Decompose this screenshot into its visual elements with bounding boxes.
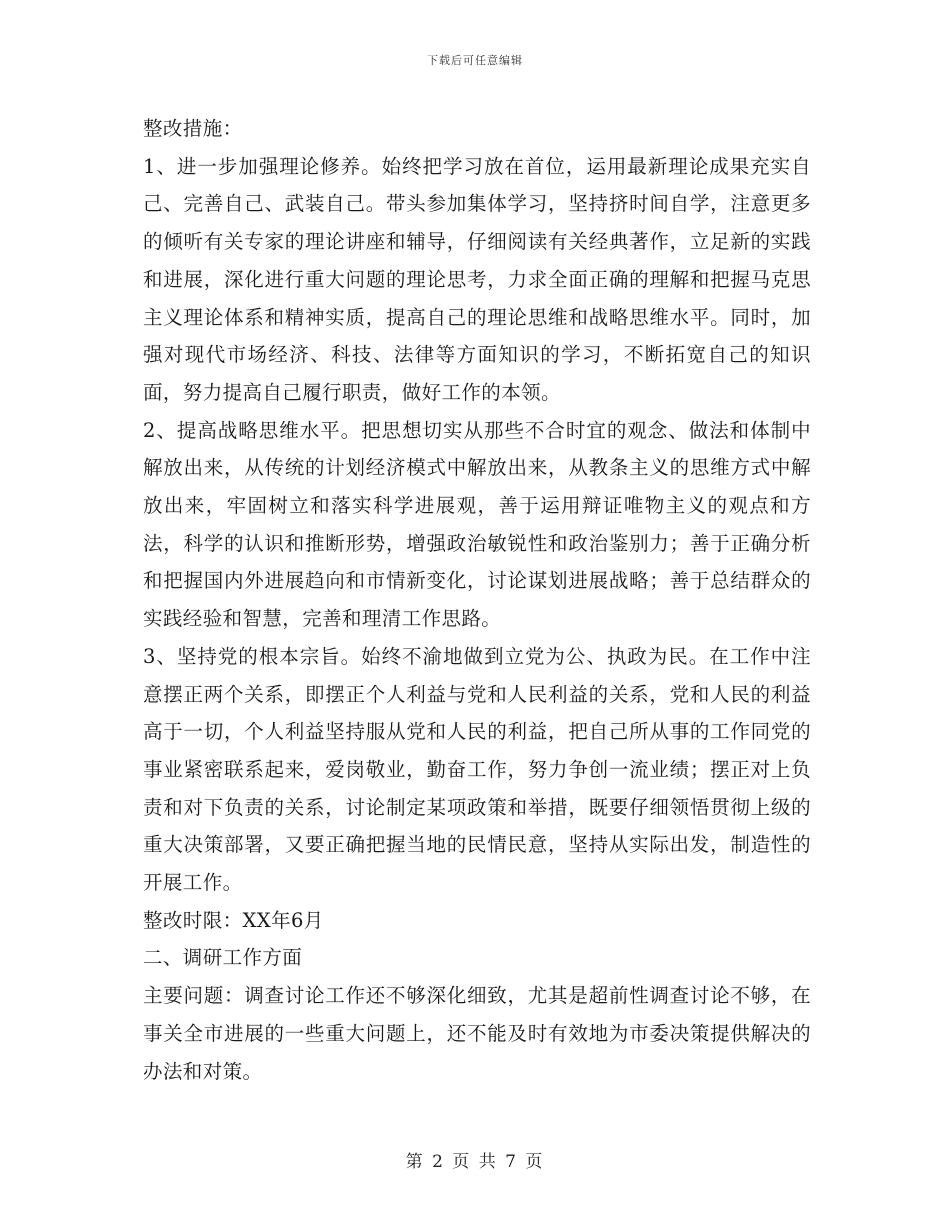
measure-paragraph-1: 1、进一步加强理论修养。始终把学习放在首位，运用最新理论成果充实自己、完善自己、武装自己。带头参加集体学习，坚持挤时间自学，注意更多的倾听有关专家的理论讲座和辅导，仔细阅读有关经典著作，立足新的实践和进展，深化进行重大问题的理论思考，力求全面正确的理解和把握马克思主义理论体系和精神实质，提高自己的理论思维和战略思维水平。同时，加强对现代市场经济、科技、法律等方面知识的学习，不断拓宽自己的知识面，努力提高自己履行职责，做好工作的本领。 <box>143 154 811 404</box>
page-header: 下载后可任意编辑 <box>427 54 523 67</box>
measure-paragraph-3: 3、坚持党的根本宗旨。始终不渝地做到立党为公、执政为民。在工作中注意摆正两个关系，即摆正个人利益与党和人民利益的关系，党和人民的利益高于一切，个人利益坚持服从党和人民的利益，把自己所从事的工作同党的事业紧密联系起来，爱岗敬业，勤奋工作，努力争创一流业绩；摆正对上负责和对下负责的关系，讨论制定某项政策和举措，既要仔细领悟贯彻上级的重大决策部署，又要正确把握当地的民情民意，坚持从实际出发，制造性的开展工作。 <box>143 644 811 895</box>
page-footer: 第 2 页 共 7 页 <box>405 1152 545 1172</box>
section-heading-measures: 整改措施： <box>143 117 243 140</box>
measure-paragraph-2: 2、提高战略思维水平。把思想切实从那些不合时宜的观念、做法和体制中解放出来，从传统的计划经济模式中解放出来，从教条主义的思维方式中解放出来，牢固树立和落实科学进展观，善于运用辩证唯物主义的观点和方法，科学的认识和推断形势，增强政治敏锐性和政治鉴别力；善于正确分析和把握国内外进展趋向和市情新变化，讨论谋划进展战略；善于总结群众的实践经验和智慧，完善和理清工作思路。 <box>143 418 811 631</box>
deadline-line: 整改时限：XX年6月 <box>143 908 324 932</box>
main-problem-paragraph: 主要问题：调查讨论工作还不够深化细致，尤其是超前性调查讨论不够，在事关全市进展的一些重大问题上，还不能及时有效地为市委决策提供解决的办法和对策。 <box>143 984 811 1083</box>
section-heading-research: 二、调研工作方面 <box>143 946 303 970</box>
document-body <box>143 110 811 1090</box>
